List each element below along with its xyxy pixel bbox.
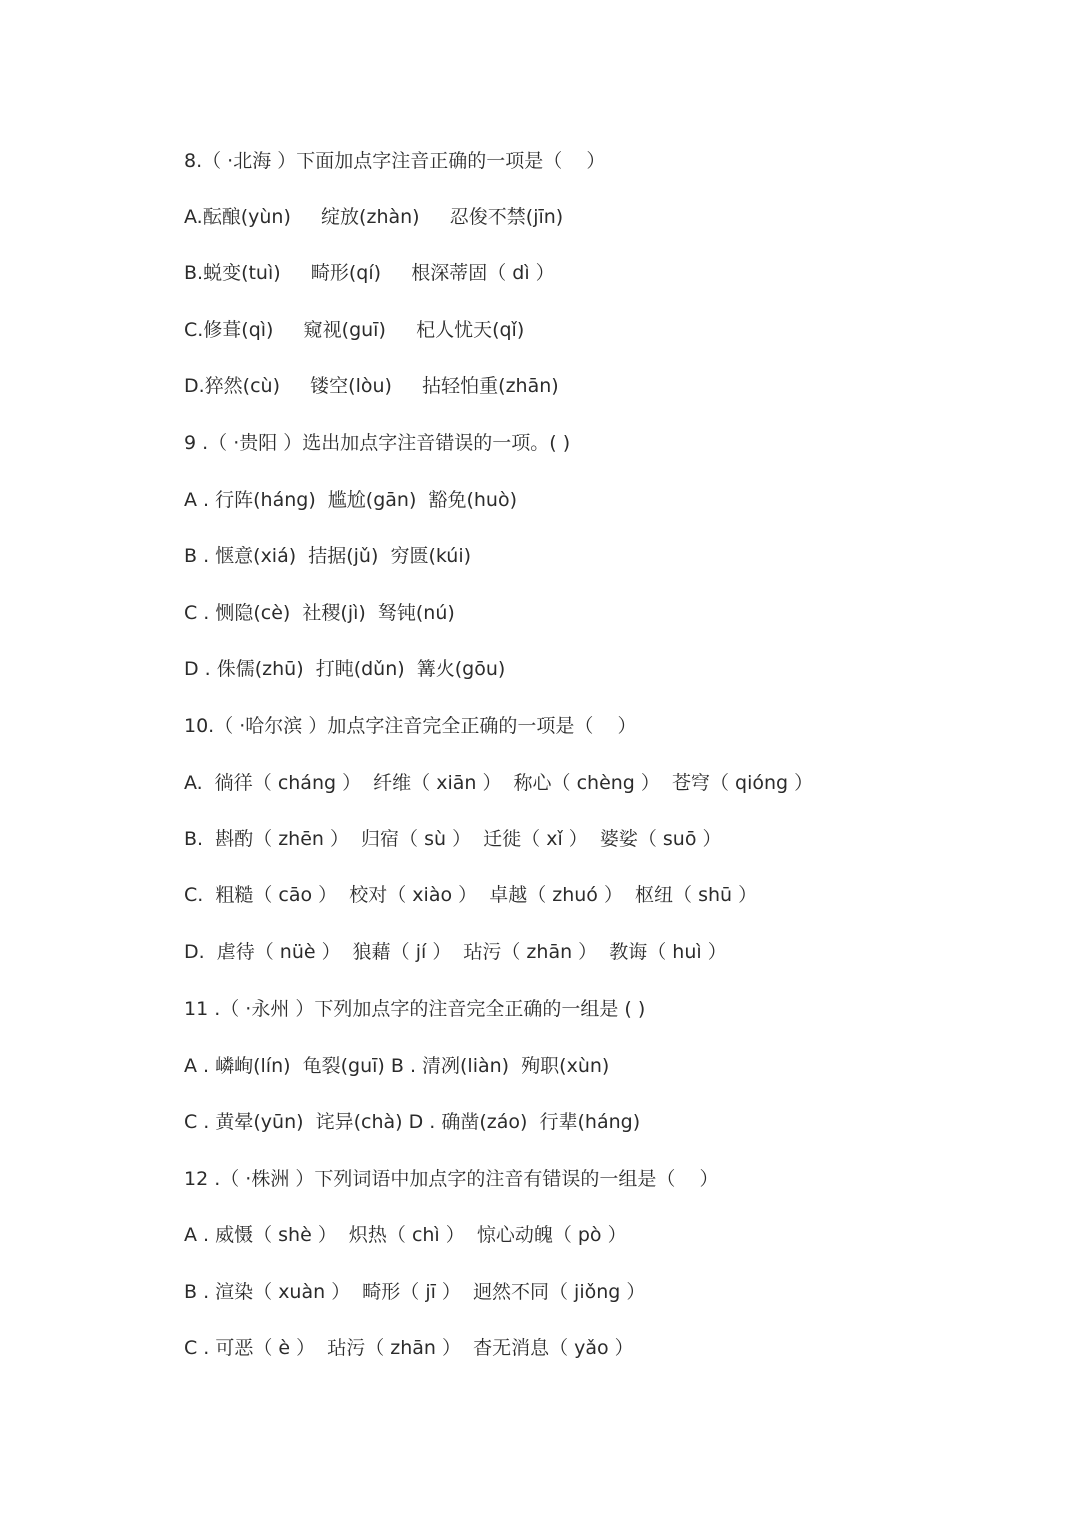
question-12-option-c: C . 可恶（ è ） 玷污（ zhān ） 杳无消息（ yǎo ）	[184, 1337, 634, 1359]
question-12-stem: 12 .（ ·株洲 ）下列词语中加点字的注音有错误的一组是（ ）	[184, 1168, 719, 1190]
question-11-stem: 11 .（ ·永州 ）下列加点字的注音完全正确的一组是 ( )	[184, 998, 646, 1020]
question-10-option-d: D. 虐待（ nüè ） 狼藉（ jí ） 玷污（ zhān ） 教诲（ huì ）	[184, 941, 727, 963]
question-9-option-a: A . 行阵(háng) 尴尬(gān) 豁免(huò)	[184, 489, 517, 511]
question-9-option-d: D . 侏儒(zhū) 打盹(dǔn) 篝火(gōu)	[184, 658, 506, 680]
question-8-option-c: C.修葺(qì) 窥视(guī) 杞人忧天(qǐ)	[184, 319, 525, 341]
question-9-option-b: B . 惬意(xiá) 拮据(jǔ) 穷匮(kúi)	[184, 545, 472, 567]
question-10-option-a: A. 徜徉（ cháng ） 纤维（ xiān ） 称心（ chèng ） 苍穹（ qióng ）	[184, 772, 814, 794]
question-8-stem: 8.（ ·北海 ）下面加点字注音正确的一项是（ ）	[184, 150, 606, 172]
question-12-option-b: B . 渲染（ xuàn ） 畸形（ jī ） 迥然不同（ jiǒng ）	[184, 1281, 646, 1303]
question-10-option-c: C. 粗糙（ cāo ） 校对（ xiào ） 卓越（ zhuó ） 枢纽（ shū ）	[184, 884, 758, 906]
question-10-stem: 10.（ ·哈尔滨 ）加点字注音完全正确的一项是（ ）	[184, 715, 637, 737]
question-10-option-b: B. 斟酌（ zhēn ） 归宿（ sù ） 迁徙（ xǐ ） 婆娑（ suō ）	[184, 828, 722, 850]
question-8-option-a: A.酝酿(yùn) 绽放(zhàn) 忍俊不禁(jīn)	[184, 206, 564, 228]
question-9-option-c: C . 恻隐(cè) 社稷(jì) 驽钝(nú)	[184, 602, 455, 624]
question-12-option-a: A . 威慑（ shè ） 炽热（ chì ） 惊心动魄（ pò ）	[184, 1224, 627, 1246]
question-8-option-d: D.猝然(cù) 镂空(lòu) 拈轻怕重(zhān)	[184, 375, 559, 397]
question-8-option-b: B.蜕变(tuì) 畸形(qí) 根深蒂固（ dì ）	[184, 262, 555, 284]
question-11-options-ab: A . 嶙峋(lín) 龟裂(guī) B . 清冽(liàn) 殉职(xùn)	[184, 1055, 610, 1077]
question-9-stem: 9 .（ ·贵阳 ）选出加点字注音错误的一项。( )	[184, 432, 571, 454]
question-11-options-cd: C . 黄晕(yūn) 诧异(chà) D . 确凿(záo) 行辈(háng)	[184, 1111, 641, 1133]
